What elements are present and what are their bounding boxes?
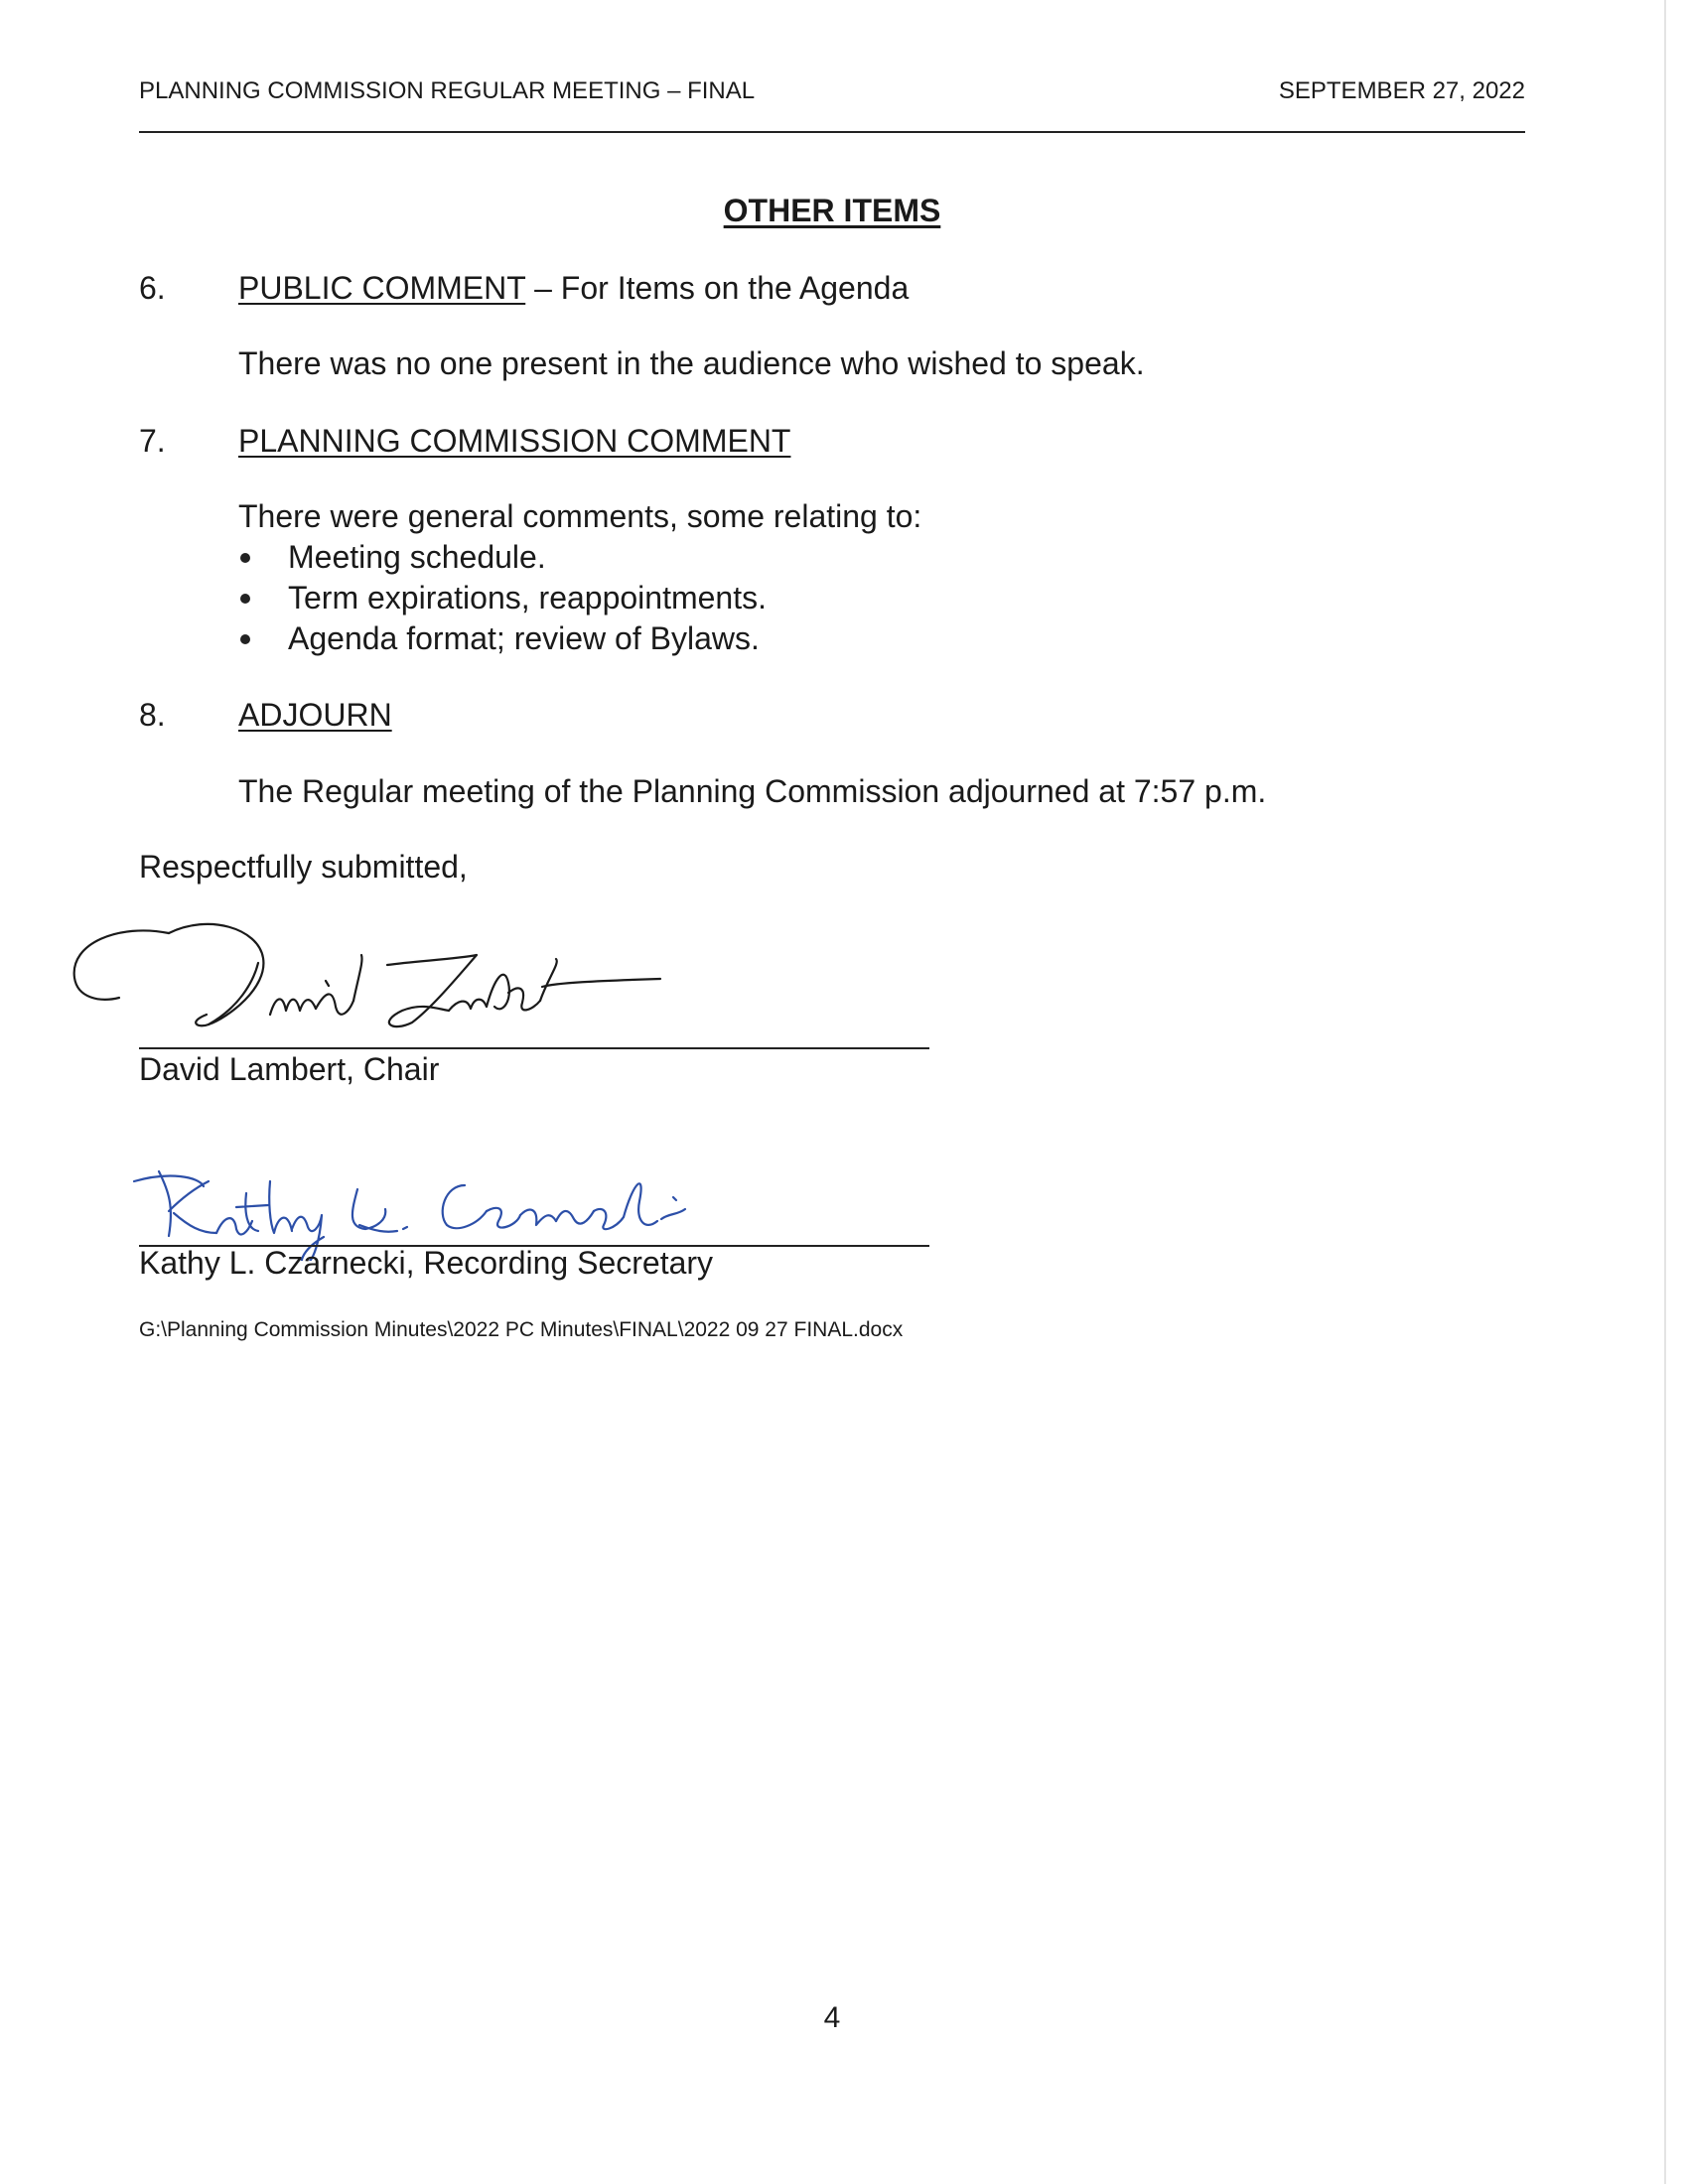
list-item — [238, 537, 767, 578]
item-6-title-suffix: – For Items on the Agenda — [525, 270, 910, 306]
list-item — [238, 578, 767, 618]
file-path: G:\Planning Commission Minutes\2022 PC Minutes\FINAL\2022 09 27 FINAL.docx — [139, 1318, 904, 1341]
secretary-name: Kathy L. Czarnecki, Recording Secretary — [139, 1245, 714, 1281]
item-7-bullet-list — [238, 537, 767, 659]
header-rule — [139, 131, 1525, 133]
section-title-text: OTHER ITEMS — [723, 193, 941, 228]
item-7-number: 7. — [139, 423, 166, 459]
chair-signature-line — [139, 1047, 929, 1049]
item-7-body: There were general comments, some relating to: — [238, 498, 922, 534]
header-title: PLANNING COMMISSION REGULAR MEETING – FINAL — [139, 77, 756, 104]
bullet-icon — [240, 634, 250, 644]
item-8-heading — [238, 695, 392, 735]
item-8-number: 8. — [139, 697, 166, 733]
scan-edge — [1664, 0, 1666, 2184]
page-header — [139, 77, 1525, 117]
item-7-heading — [238, 421, 790, 461]
item-8-title: ADJOURN — [238, 697, 392, 733]
bullet-text: Term expirations, reappointments. — [288, 580, 767, 615]
bullet-icon — [240, 553, 250, 563]
item-6-title: PUBLIC COMMENT — [238, 270, 526, 306]
item-6-body: There was no one present in the audience who wished to speak. — [238, 345, 1145, 381]
bullet-text: Agenda format; review of Bylaws. — [288, 620, 760, 656]
item-6-number: 6. — [139, 270, 166, 306]
list-item — [238, 618, 767, 659]
item-6-heading — [238, 268, 909, 308]
bullet-icon — [240, 594, 250, 604]
chair-name: David Lambert, Chair — [139, 1051, 440, 1087]
bullet-text: Meeting schedule. — [288, 539, 546, 575]
item-7-title: PLANNING COMMISSION COMMENT — [238, 423, 791, 459]
closing-text: Respectfully submitted, — [139, 849, 468, 885]
secretary-signature — [129, 1142, 725, 1261]
header-date: SEPTEMBER 27, 2022 — [1278, 77, 1525, 104]
chair-signature — [60, 884, 695, 1042]
page-number: 4 — [823, 2001, 841, 2034]
section-title — [0, 193, 1664, 229]
item-8-body: The Regular meeting of the Planning Commission adjourned at 7:57 p.m. — [238, 773, 1267, 809]
